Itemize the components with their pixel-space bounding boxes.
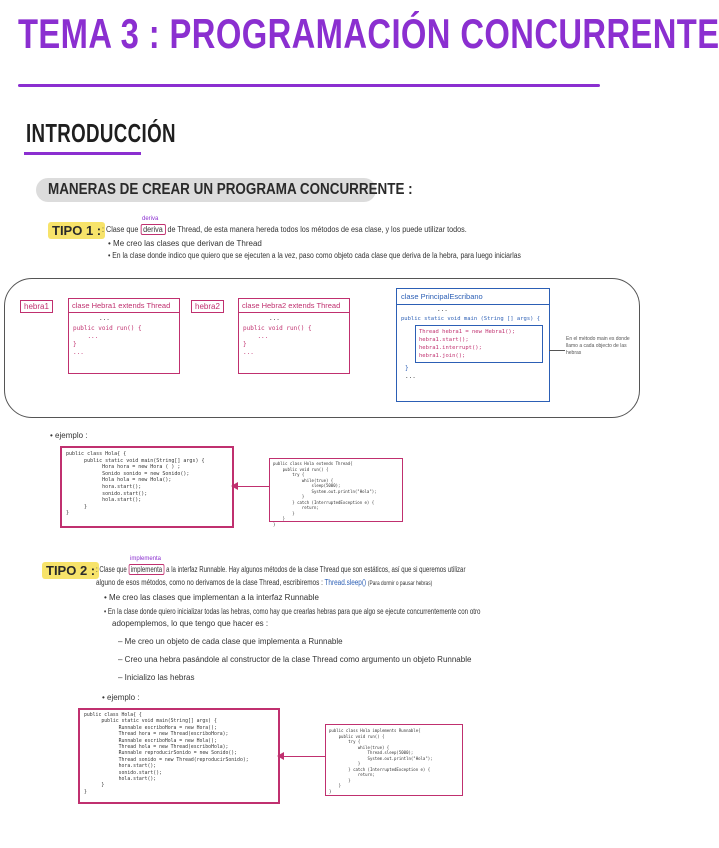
- tipo1-bullet2: • En la clase donde indico que quiero que se ejecuten a la vez, paso como objeto cada clase que deriva de la hebra, para luego iniciarlas: [108, 251, 521, 260]
- section-heading: INTRODUCCIÓN: [26, 118, 176, 148]
- tipo2-annotation: implementa: [130, 556, 162, 562]
- main-line-1: Thread hebra1 = new Hebra1();: [419, 329, 516, 335]
- hebra2-class-head: clase Hebra2 extends Thread: [239, 299, 349, 313]
- section-underline: [24, 152, 141, 155]
- tipo1-line1: [102, 224, 467, 235]
- tipo2-keyword: implementa: [128, 564, 164, 575]
- tipo2-bullet1: • Me creo las clases que implementan a la interfaz Runnable: [104, 593, 319, 602]
- tipo1-label: TIPO 1 :: [48, 222, 105, 239]
- hebra1-dots: ...: [99, 315, 110, 322]
- ejemplo1-thread-code: public class Hola extends Thread{ public void run() { try { while(true) { sleep(5000); System.out.println("Hola"); } } catch (InterruptedException e) { return; } } }: [273, 461, 377, 527]
- hebra1-tab: hebra1: [20, 300, 53, 313]
- tipo2-dash2: – Creo una hebra pasándole al constructor de la clase Thread como argumento un objeto Runnable: [118, 655, 472, 664]
- ejemplo1-label: • ejemplo :: [50, 431, 88, 440]
- main-dots: ...: [437, 306, 448, 313]
- subheading: MANERAS DE CREAR UN PROGRAMA CONCURRENTE :: [48, 181, 413, 198]
- ejemplo1-thread-code-box: [269, 458, 403, 527]
- tipo2-line1-b: a la interfaz Runnable. Hay algunos métodos de la clase Thread que son estáticos, así que si queremos utilizar: [164, 565, 466, 574]
- ejemplo2-main-code-box: [78, 708, 280, 804]
- ejemplo2-label: • ejemplo :: [102, 693, 140, 702]
- main-line-2: hebra1.start();: [419, 337, 469, 343]
- ejemplo1-arrow: [237, 486, 269, 487]
- tipo2-line2-note: (Para dormir o pausar hebras): [367, 581, 433, 587]
- main-class-box: [396, 288, 550, 402]
- tipo2-dash3: – Inicializo las hebras: [118, 673, 195, 682]
- title-underline: [18, 84, 600, 87]
- tipo2-bullet2-cont: adopemplemos, lo que tengo que hacer es :: [112, 619, 269, 628]
- hebra2-code: public void run() { ... } ...: [243, 325, 312, 356]
- note-pointer-line: [549, 350, 565, 351]
- tipo2-line1: [96, 564, 465, 575]
- hebra1-class-head: clase Hebra1 extends Thread: [69, 299, 179, 313]
- tipo2-label: TIPO 2 :: [42, 562, 99, 579]
- hebra1-class-box: [68, 298, 180, 374]
- tipo2-dash1: – Me creo un objeto de cada clase que implementa a Runnable: [118, 637, 343, 646]
- main-class-head: clase PrincipalEscribano: [397, 289, 549, 305]
- ejemplo2-runnable-code-box: [325, 724, 463, 796]
- tipo1-annotation: deriva: [142, 216, 159, 222]
- tipo2-line2-code: Thread.sleep(): [324, 578, 367, 587]
- main-dots-2: ...: [405, 373, 416, 380]
- tipo1-line1-a: : Clase que: [102, 225, 141, 234]
- tipo2-line1-a: : Clase que: [96, 565, 129, 574]
- main-line-3: hebra1.interrupt();: [419, 345, 482, 351]
- main-side-note: En el método main es donde llamo a cada objecto de las hebras: [566, 336, 630, 356]
- main-signature: public static void main (String [] args) {: [401, 316, 541, 322]
- ejemplo2-main-code: public class Hola{ { public static void main(String[] args) { Runnable escriboHora = new Hora(); Thread hora = new Thread(escriboHora); Runnable escriboHola = new Hola(); Thread hola = new Thread(escriboHola); Runnable reproducirSonido = new Sonido(); Thread sonido = new Thread(reproducirSonido); hora.start(); sonido.start(); hola.start(); } }: [84, 713, 249, 795]
- tipo1-keyword: deriva: [140, 224, 165, 235]
- tipo1-bullet1: • Me creo las clases que derivan de Thread: [108, 239, 262, 248]
- hebra2-class-box: [238, 298, 350, 374]
- tipo2-line2: [96, 577, 432, 590]
- page-title: TEMA 3 : PROGRAMACIÓN CONCURRENTE: [18, 10, 719, 57]
- ejemplo2-runnable-code: public class Hola implements Runnable{ public void run() { try { while(true) { Thread.sleep(5000); System.out.println("Hola"); } } catch (InterruptedException e) { return; } } }: [329, 728, 433, 794]
- hebra2-dots: ...: [269, 315, 280, 322]
- hebra1-code: public void run() { ... } ...: [73, 325, 142, 356]
- ejemplo1-main-code: public class Hola{ { public static void main(String[] args) { Hora hora = new Hora ( ) ; Sonido sonido = new Sonido(); Hola hola = new Hola(); hora.start(); sonido.start(); hola.start(); } }: [66, 451, 205, 517]
- ejemplo2-arrow: [283, 756, 325, 757]
- main-thread-block: [415, 325, 543, 363]
- tipo2-bullet2: • En la clase donde quiero inicializar todas las hebras, como hay que crearlas hebras para que algo se ejecute concurrentemente con otro: [104, 607, 481, 616]
- main-line-4: hebra1.join();: [419, 353, 466, 359]
- main-close: }: [405, 365, 409, 372]
- hebra2-tab: hebra2: [191, 300, 224, 313]
- tipo1-line1-b: de Thread, de esta manera hereda todos los métodos de esa clase, y los puede utilizar todos.: [165, 225, 467, 234]
- tipo2-line2-a: alguno de esos métodos, como no derivamos de la clase Thread, escribiremos :: [96, 578, 325, 587]
- ejemplo1-main-code-box: [60, 446, 234, 528]
